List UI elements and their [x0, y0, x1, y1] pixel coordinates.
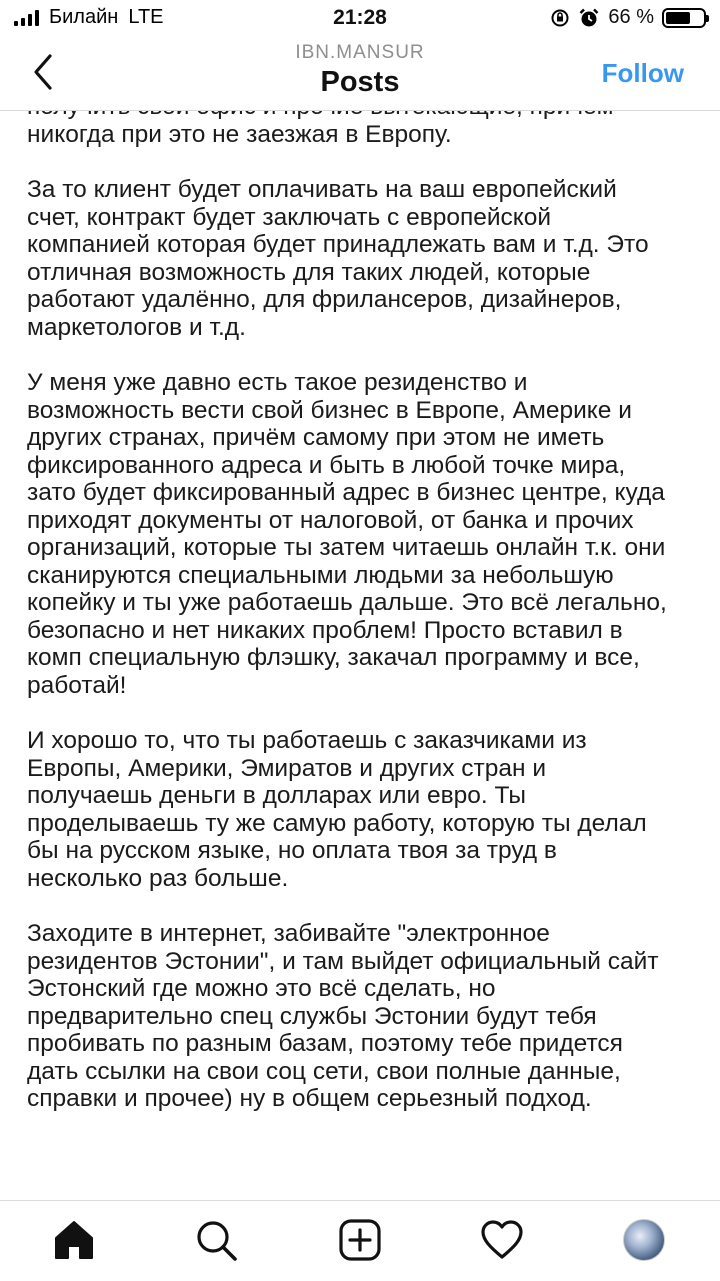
- new-post-icon: [338, 1218, 382, 1262]
- search-icon: [194, 1218, 238, 1262]
- battery-icon: [662, 8, 706, 28]
- profile-username: IBN.MANSUR: [295, 42, 425, 63]
- post-caption: [27, 93, 707, 1141]
- bottom-tab-bar: [0, 1200, 720, 1281]
- nav-bar: [0, 38, 720, 111]
- page-title: Posts: [320, 66, 400, 98]
- status-bar: [0, 0, 720, 38]
- post-caption-scroll[interactable]: [0, 111, 720, 1200]
- caption-paragraph: И хорошо то, что ты работаешь с заказчиками из Европы, Америки, Эмиратов и других стран и получаешь деньги в долларах или евро. Ты проделываешь ту же самую работу, которую ты делал бы на русском языке, но оплата твоя за труд в несколько раз больше.: [27, 727, 647, 892]
- alarm-icon: [578, 7, 600, 29]
- caption-paragraph: За то клиент будет оплачивать на ваш европейский счет, контракт будет заключать с европейской компанией которая будет принадлежать вам и т.д. Это отличная возможность для таких людей, которые работают удалённо, для фрилансеров, дизайнеров, маркетологов и т.д.: [27, 176, 649, 341]
- carrier-name: Билайн: [49, 6, 119, 28]
- home-icon: [52, 1218, 96, 1262]
- heart-icon: [480, 1218, 524, 1262]
- follow-button[interactable]: Follow: [601, 58, 684, 88]
- caption-paragraph: У меня уже давно есть такое резиденство и возможность вести свой бизнес в Европе, Америке и других странах, причём самому при этом не иметь фиксированного адреса и быть в любой точке мира, зато будет фиксированный адрес в бизнес центре, куда приходят документы от налоговой, от банка и прочих организаций, которые ты затем читаешь онлайн т.к. они сканируются специальными людьми за небольшую копейку и ты уже работаешь дальше. Это всё легально, безопасно и нет никаких проблем! Просто вставил в комп специальную флэшку, закачал программу и все, работай!: [27, 369, 667, 699]
- clock: 21:28: [333, 6, 387, 29]
- tab-home[interactable]: [50, 1216, 98, 1264]
- tab-search[interactable]: [192, 1216, 240, 1264]
- battery-fill: [666, 12, 690, 24]
- network-type: LTE: [128, 6, 164, 28]
- caption-paragraph: никогда при это не заезжая в Европу.: [27, 120, 452, 148]
- tab-new-post[interactable]: [336, 1216, 384, 1264]
- tab-activity[interactable]: [478, 1216, 526, 1264]
- status-icons: [550, 6, 706, 29]
- caption-paragraph: Заходите в интернет, забивайте "электронное резидентов Эстонии", и там выйдет официальный сайт Эстонский где можно это всё сделать, но предварительно спец службы Эстонии будут тебя пробивать по разным базам, поэтому тебе придется дать ссылки на свои соц сети, свои полные данные, справки и прочее) ну в общем серьезный подход.: [27, 920, 659, 1112]
- battery-percent: 66 %: [608, 6, 654, 28]
- rotation-lock-icon: [550, 8, 570, 28]
- tab-profile[interactable]: [620, 1216, 668, 1264]
- profile-avatar: [623, 1219, 665, 1261]
